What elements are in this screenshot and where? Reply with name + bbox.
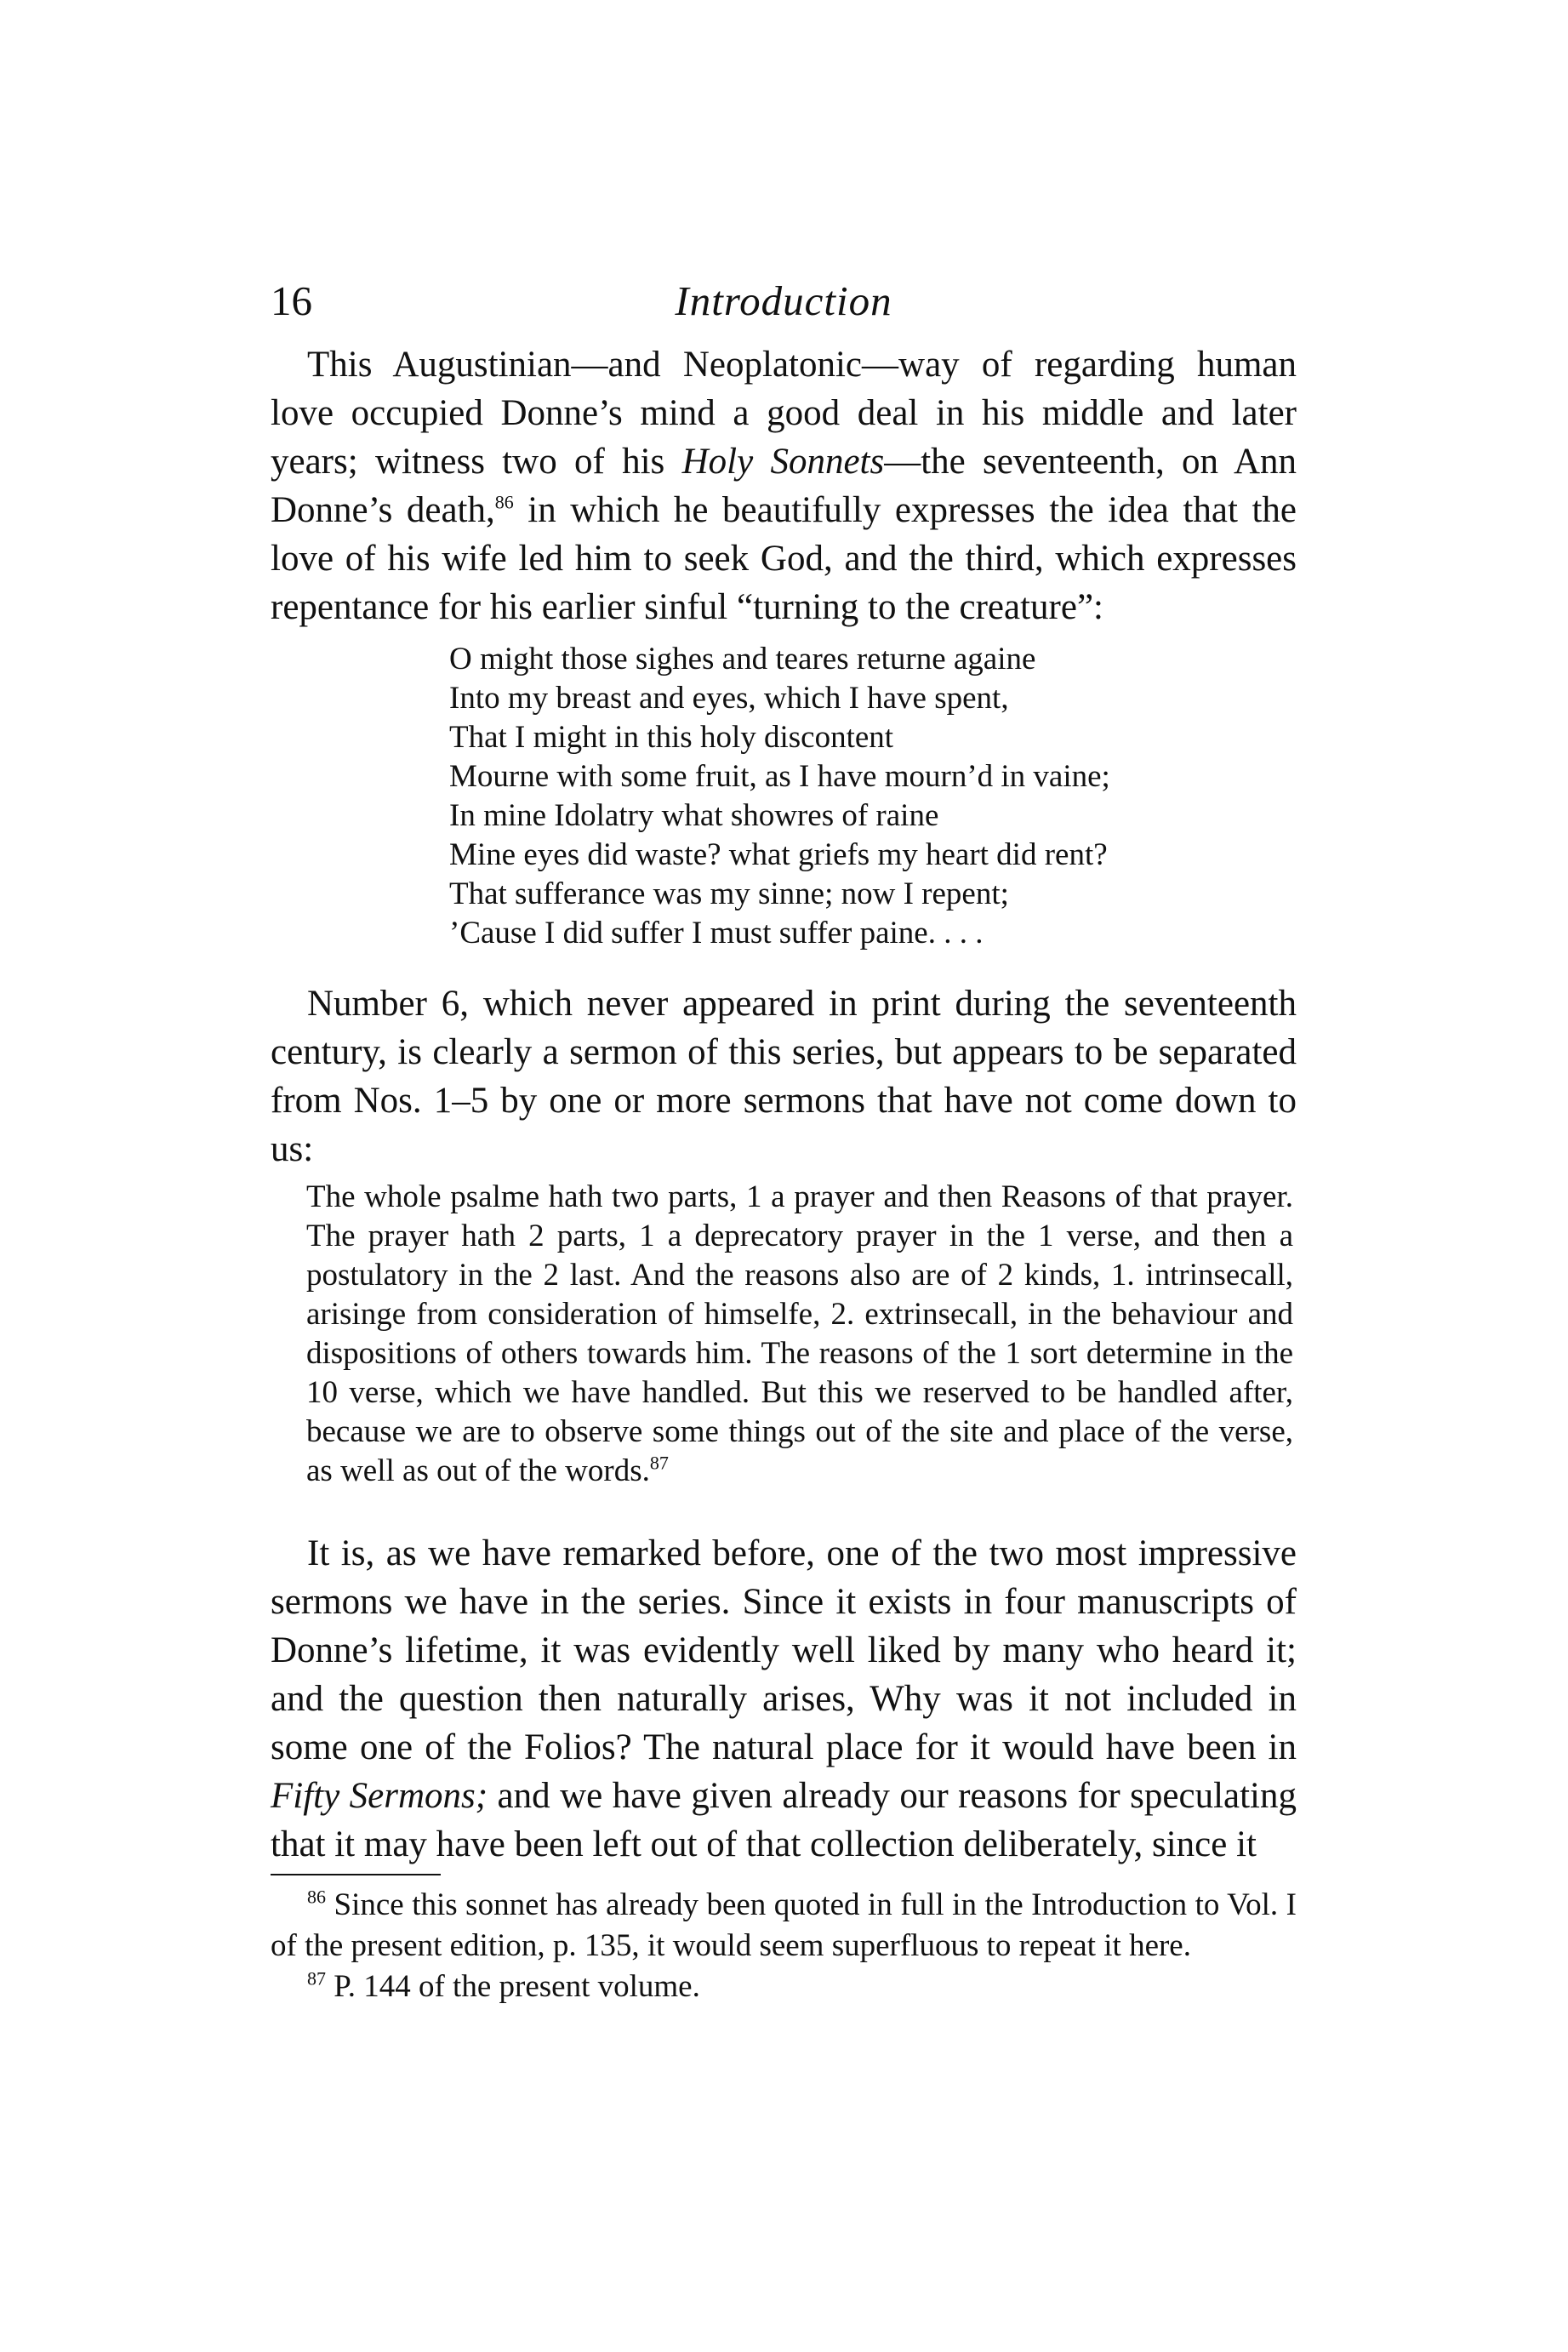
footnotes	[271, 1885, 1297, 2007]
paragraph-text: —the seventeenth, on Ann Donne’s death,	[271, 442, 1297, 530]
paragraph-text: in which he beautifully expresses the idea that the love of his wife led him to seek God, and the third, which expresses repentance for his earlier sinful “turning to the creature”:	[271, 490, 1297, 627]
verse-line: Mine eyes did waste? what griefs my heart did rent?	[449, 837, 1108, 872]
verse-line: Into my breast and eyes, which I have spent,	[449, 681, 1009, 716]
footnote-86	[271, 1885, 1297, 1967]
footnote-ref-86: 86	[494, 491, 514, 513]
italic-title-fifty-sermons: Fifty Sermons;	[271, 1776, 488, 1816]
page-header	[271, 277, 1297, 345]
verse-quotation	[449, 640, 1130, 953]
block-quotation-psalme	[306, 1178, 1293, 1491]
running-title: Introduction	[675, 277, 892, 324]
footnote-87	[271, 1967, 1297, 2007]
page-number: 16	[271, 277, 312, 324]
paragraph-text: It is, as we have remarked before, one of the two most impressive sermons we have in the series. Since it exists in four manuscripts of Donne’s lifetime, it was evidently well liked by many who heard it; and the question then naturally arises, Why was it not included in some one of the Folios? The natural place for it would have been in	[271, 1533, 1297, 1767]
italic-title-holy-sonnets: Holy Sonnets	[681, 442, 885, 482]
footnote-text: P. 144 of the present volume.	[326, 1969, 700, 2004]
verse-line: ’Cause I did suffer I must suffer paine. . . .	[449, 916, 984, 951]
footnote-divider	[271, 1874, 441, 1875]
verse-line: Mourne with some fruit, as I have mourn’d in vaine;	[449, 759, 1110, 794]
paragraph-augustinian	[271, 340, 1297, 631]
verse-line: In mine Idolatry what showres of raine	[449, 798, 939, 833]
verse-line: O might those sighes and teares returne againe	[449, 642, 1036, 676]
footnote-ref-87: 87	[649, 1452, 669, 1474]
paragraph-text: and we have given already our reasons for speculating that it may have been left out of that collection deliberately, since it	[271, 1776, 1297, 1864]
verse-line: That I might in this holy discontent	[449, 720, 894, 755]
footnote-mark: 87	[307, 1967, 326, 1989]
paragraph-impressive-sermons	[271, 1529, 1297, 1869]
verse-line: That sufferance was my sinne; now I repent;	[449, 876, 1009, 911]
paragraph-text: This Augustinian—and Neoplatonic—way of regarding human love occupied Donne’s mind a good deal in his middle and later years; witness two of his	[271, 345, 1297, 482]
footnote-mark: 86	[307, 1886, 326, 1908]
paragraph-number-six: Number 6, which never appeared in print during the seventeenth century, is clearly a sermon of this series, but appears to be separated from Nos. 1–5 by one or more sermons that have not come down to us:	[271, 984, 1297, 1169]
footnote-text: Since this sonnet has already been quoted in full in the Introduction to Vol. I of the present edition, p. 135, it would seem superfluous to repeat it here.	[271, 1887, 1297, 1963]
quotation-text: The whole psalme hath two parts, 1 a prayer and then Reasons of that prayer. The prayer hath 2 parts, 1 a deprecatory prayer in the 1 verse, and then a postulatory in the 2 last. And the reasons also are of 2 kinds, 1. intrinsecall, arisinge from consideration of himselfe, 2. extrinsecall, in the behaviour and dispositions of others towards him. The reasons of the 1 sort determine in the 10 verse, which we have handled. But this we reserved to be handled after, because we are to observe some things out of the site and place of the verse, as well as out of the words.	[306, 1179, 1293, 1488]
